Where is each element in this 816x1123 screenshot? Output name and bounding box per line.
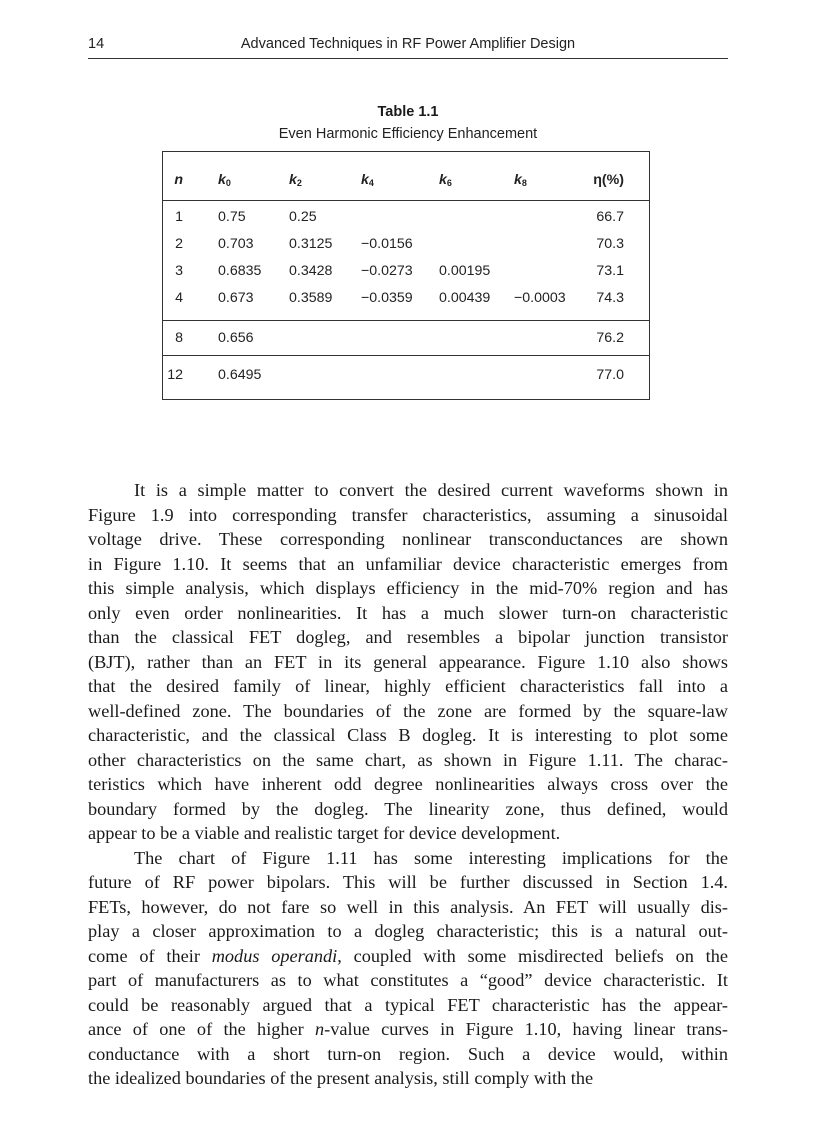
cell-eta: 70.3 [596, 236, 624, 252]
cell-n: 4 [175, 290, 183, 306]
cell-k0: 0.75 [218, 209, 246, 225]
cell-k2: 0.3125 [289, 236, 333, 252]
text-line: characteristic, and the classical Class B dogleg. It is interesting to plot some [88, 725, 728, 745]
header-k6: $k_6$ [439, 172, 452, 188]
table-row [163, 290, 649, 312]
cell-k4: −0.0359 [361, 290, 413, 306]
text-line: (BJT), rather than an FET in its general appearance. Figure 1.10 also shows [88, 651, 728, 672]
running-title: Advanced Techniques in RF Power Amplifier Design [240, 36, 576, 52]
paragraph [88, 478, 728, 846]
cell-n: 3 [175, 263, 183, 279]
cell-n: 1 [175, 209, 183, 225]
cell-eta: 76.2 [596, 330, 624, 346]
text-line: Figure 1.9 into corresponding transfer characteristics, assuming a sinusoidal [88, 504, 728, 525]
cell-n: 8 [175, 330, 183, 346]
text-line: other characteristics on the same chart, as shown in Figure 1.11. The charac- [88, 749, 728, 770]
text-line: could be reasonably argued that a typical FET characteristic has the appear- [88, 994, 728, 1015]
table-row [163, 330, 649, 352]
cell-k6: 0.00439 [439, 290, 491, 306]
cell-k2: 0.25 [289, 209, 317, 225]
cell-eta: 73.1 [596, 263, 624, 279]
text-line: It is a simple matter to convert the desired current waveforms shown in [134, 480, 728, 500]
text-line: boundary formed by the dogleg. The linearity zone, thus defined, would [88, 798, 728, 819]
text-line: this simple analysis, which displays efficiency in the mid-70% region and has [88, 578, 728, 598]
cell-n: 2 [175, 236, 183, 252]
text-line: that the desired family of linear, highly efficient characteristics fall into a [88, 676, 728, 696]
text-line: play a closer approximation to a dogleg characteristic; this is a natural out- [88, 921, 728, 941]
cell-eta: 74.3 [596, 290, 624, 306]
text-line: The chart of Figure 1.11 has some interesting implications for the [134, 847, 728, 868]
text-line: FETs, however, do not fare so well in this analysis. An FET will usually dis- [88, 896, 728, 917]
table-row [163, 367, 649, 389]
header-k0: $k_0$ [218, 172, 231, 188]
header-k4: $k_4$ [361, 172, 374, 188]
table-row [163, 209, 649, 231]
cell-k0: 0.673 [218, 290, 254, 306]
cell-eta: 77.0 [596, 367, 624, 383]
text-line: conductance with a short turn-on region. Such a device would, within [88, 1043, 728, 1064]
header-efficiency: η(%) [593, 172, 624, 188]
text-line: than the classical FET dogleg, and resembles a bipolar junction transistor [88, 627, 728, 647]
cell-k0: 0.703 [218, 236, 254, 252]
table-header-row [163, 172, 649, 194]
cell-k8: −0.0003 [514, 290, 566, 306]
body-text [88, 478, 728, 1091]
header-n: n [174, 172, 183, 188]
cell-k2: 0.3428 [289, 263, 333, 279]
text-line: ance of one of the higher n-value curves in Figure 1.10, having linear trans- [88, 1019, 728, 1039]
cell-k6: 0.00195 [439, 263, 491, 279]
cell-k4: −0.0156 [361, 236, 413, 252]
page-number: 14 [88, 36, 105, 52]
cell-k4: −0.0273 [361, 263, 413, 279]
text-line: future of RF power bipolars. This will be further discussed in Section 1.4. [88, 872, 728, 892]
table-rule [163, 200, 649, 201]
table-rule [163, 355, 649, 356]
text-line: teristics which have inherent odd degree nonlinearities always cross over the [88, 774, 728, 794]
text-line: only even order nonlinearities. It has a much slower turn-on characteristic [88, 602, 728, 623]
table-title: Even Harmonic Efficiency Enhancement [278, 126, 538, 142]
cell-k2: 0.3589 [289, 290, 333, 306]
table-number: Table 1.1 [377, 104, 439, 120]
header-k8: $k_8$ [514, 172, 527, 188]
cell-n: 12 [167, 367, 183, 383]
cell-k0: 0.6495 [218, 367, 262, 383]
paragraph [88, 846, 728, 1091]
table-row [163, 263, 649, 285]
text-line: well-defined zone. The boundaries of the zone are formed by the square-law [88, 700, 728, 721]
table-row [163, 236, 649, 258]
data-table [162, 151, 650, 400]
text-line: the idealized boundaries of the present analysis, still comply with the [88, 1068, 594, 1088]
table-rule [163, 320, 649, 321]
header-k2: $k_2$ [289, 172, 302, 188]
text-line: part of manufacturers as to what constitutes a “good” device characteristic. It [88, 970, 728, 990]
text-line: voltage drive. These corresponding nonlinear transconductances are shown [88, 529, 728, 549]
cell-eta: 66.7 [596, 209, 624, 225]
cell-k0: 0.656 [218, 330, 254, 346]
running-header [88, 36, 728, 59]
text-line: come of their modus operandi, coupled with some misdirected beliefs on the [88, 945, 728, 966]
text-line: appear to be a viable and realistic target for device development. [88, 823, 561, 843]
cell-k0: 0.6835 [218, 263, 262, 279]
text-line: in Figure 1.10. It seems that an unfamiliar device characteristic emerges from [88, 553, 728, 574]
